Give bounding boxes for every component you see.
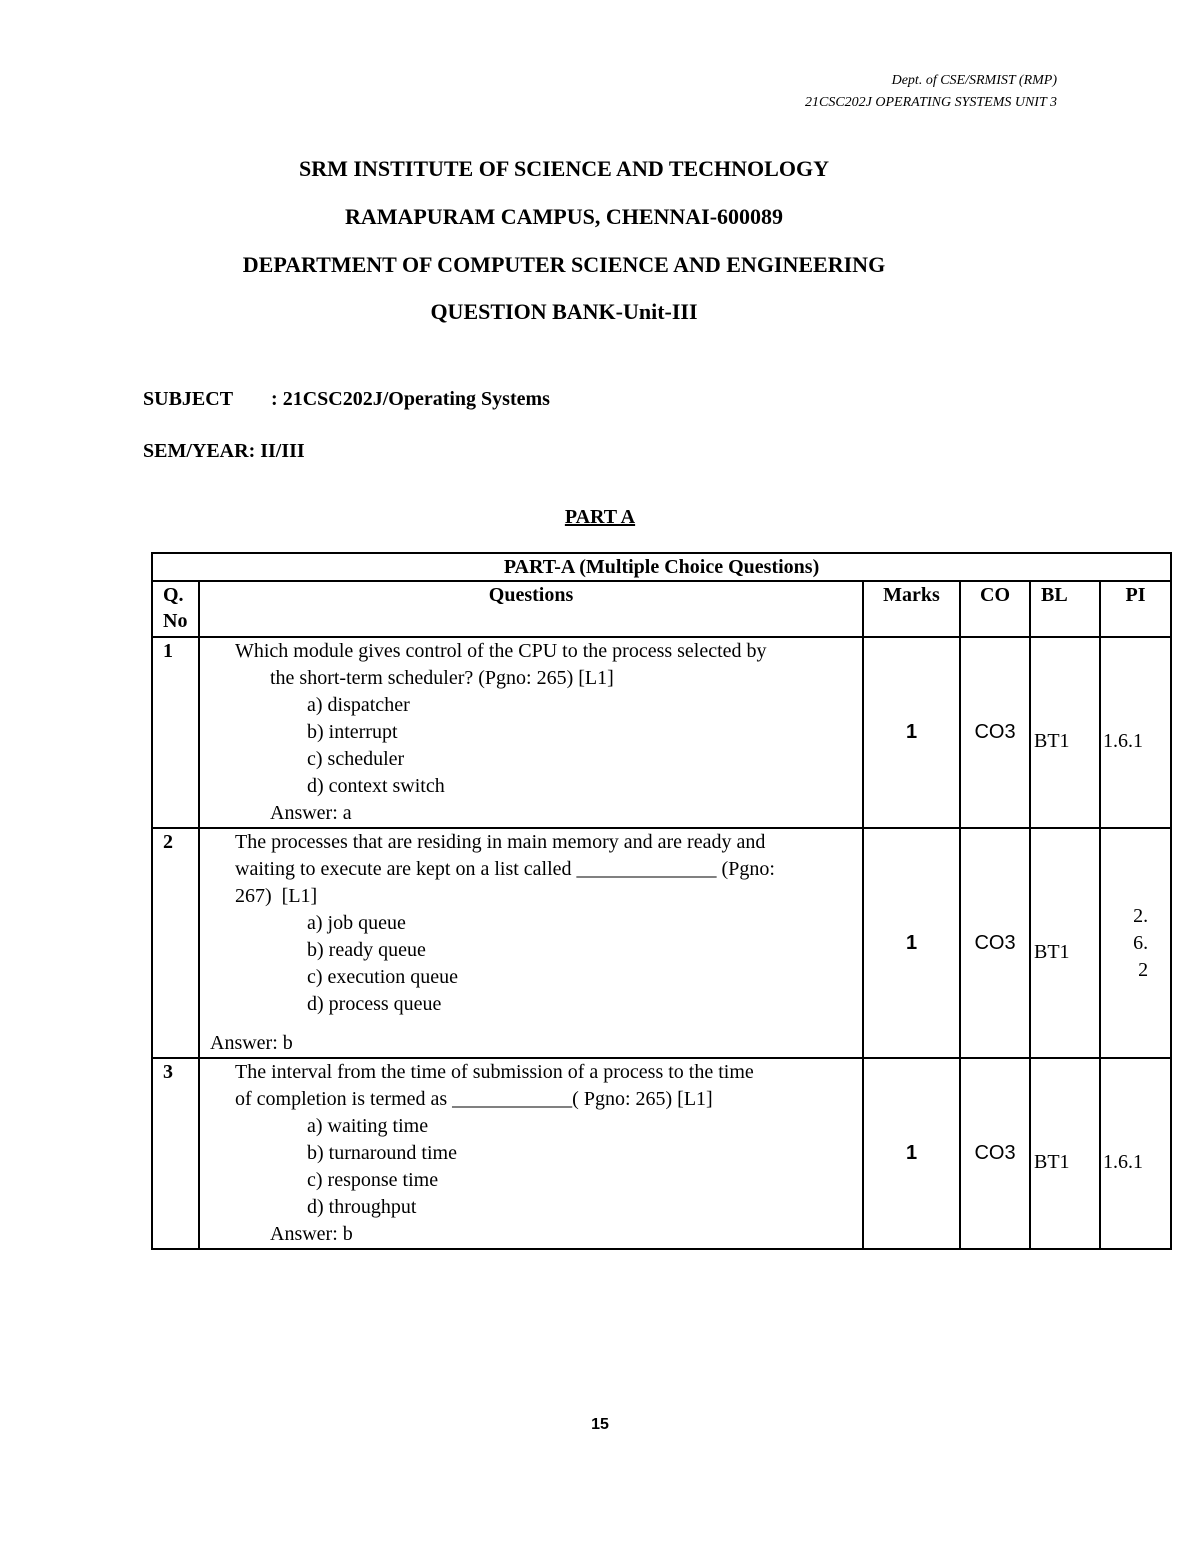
header-qno	[152, 581, 199, 637]
question-stem: Which module gives control of the CPU to the process selected by	[235, 640, 767, 662]
question-number: 3	[152, 1058, 199, 1249]
table-header-row	[152, 581, 1171, 637]
table-caption: PART-A (Multiple Choice Questions)	[152, 553, 1171, 581]
question-number: 2	[152, 828, 199, 1058]
page-number: 15	[591, 1416, 609, 1433]
question-table	[151, 552, 1172, 1250]
semyear-label: SEM/YEAR:	[143, 440, 256, 462]
pi-value: 1.6.1	[1100, 1058, 1171, 1249]
pi-value	[1100, 828, 1171, 1058]
question-number: 1	[152, 637, 199, 828]
header-course: 21CSC202J OPERATING SYSTEMS UNIT 3	[804, 95, 1057, 110]
question-stem: The processes that are residing in main memory and are ready and	[235, 831, 766, 853]
question-stem: The interval from the time of submission of a process to the time	[235, 1061, 754, 1083]
marks-value: 1	[863, 1058, 960, 1249]
department-title: DEPARTMENT OF COMPUTER SCIENCE AND ENGINEERING	[242, 252, 886, 277]
question-text	[199, 1058, 863, 1249]
question-stem: waiting to execute are kept on a list called ______________ (Pgno:	[235, 858, 775, 880]
part-heading: PART A	[564, 506, 636, 528]
pi-value: 1.6.1	[1100, 637, 1171, 828]
subject-value: : 21CSC202J/Operating Systems	[271, 388, 550, 410]
campus-title: RAMAPURAM CAMPUS, CHENNAI-600089	[344, 204, 784, 229]
bl-value: BT1	[1030, 1058, 1100, 1249]
header-qno-line1: Q.	[163, 584, 184, 606]
question-stem: of completion is termed as ____________( Pgno: 265) [L1]	[235, 1088, 713, 1110]
header-pi: PI	[1100, 581, 1171, 637]
option-c: c) scheduler	[307, 748, 405, 770]
bl-value: BT1	[1030, 828, 1100, 1058]
pi-part: 2.	[1133, 904, 1149, 927]
option-a: a) job queue	[307, 912, 406, 934]
option-b: b) ready queue	[307, 939, 426, 961]
answer: Answer: a	[270, 802, 352, 824]
option-a: a) dispatcher	[307, 694, 410, 716]
question-stem: the short-term scheduler? (Pgno: 265) [L1]	[270, 667, 614, 689]
marks-value: 1	[863, 637, 960, 828]
question-bank-title: QUESTION BANK-Unit-III	[430, 299, 698, 324]
header-qno-line2: No	[163, 610, 188, 632]
question-stem: 267) [L1]	[235, 885, 318, 907]
table-row	[152, 828, 1171, 1058]
running-header	[805, 70, 1057, 114]
bl-value: BT1	[1030, 637, 1100, 828]
co-value: CO3	[960, 637, 1030, 828]
question-text	[199, 637, 863, 828]
header-questions: Questions	[199, 581, 863, 637]
semyear-line	[143, 440, 305, 463]
marks-value: 1	[863, 828, 960, 1058]
option-b: b) turnaround time	[307, 1142, 457, 1164]
option-c: c) execution queue	[307, 966, 459, 988]
institute-title: SRM INSTITUTE OF SCIENCE AND TECHNOLOGY	[299, 156, 829, 181]
option-c: c) response time	[307, 1169, 439, 1191]
option-d: d) throughput	[307, 1196, 417, 1218]
question-text	[199, 828, 863, 1058]
co-value: CO3	[960, 828, 1030, 1058]
pi-part: 2	[1138, 958, 1149, 981]
option-a: a) waiting time	[307, 1115, 429, 1137]
option-d: d) context switch	[307, 775, 445, 797]
option-b: b) interrupt	[307, 721, 398, 743]
table-row	[152, 1058, 1171, 1249]
subject-line	[143, 388, 550, 411]
option-d: d) process queue	[307, 993, 442, 1015]
header-co: CO	[960, 581, 1030, 637]
answer: Answer: b	[210, 1032, 293, 1054]
semyear-value: II/III	[260, 440, 305, 462]
header-marks: Marks	[863, 581, 960, 637]
co-value: CO3	[960, 1058, 1030, 1249]
header-dept: Dept. of CSE/SRMIST (RMP)	[891, 73, 1057, 88]
subject-label: SUBJECT	[143, 388, 234, 410]
pi-part: 6.	[1133, 931, 1149, 954]
table-row	[152, 637, 1171, 828]
answer: Answer: b	[270, 1223, 353, 1245]
header-bl: BL	[1030, 581, 1100, 637]
